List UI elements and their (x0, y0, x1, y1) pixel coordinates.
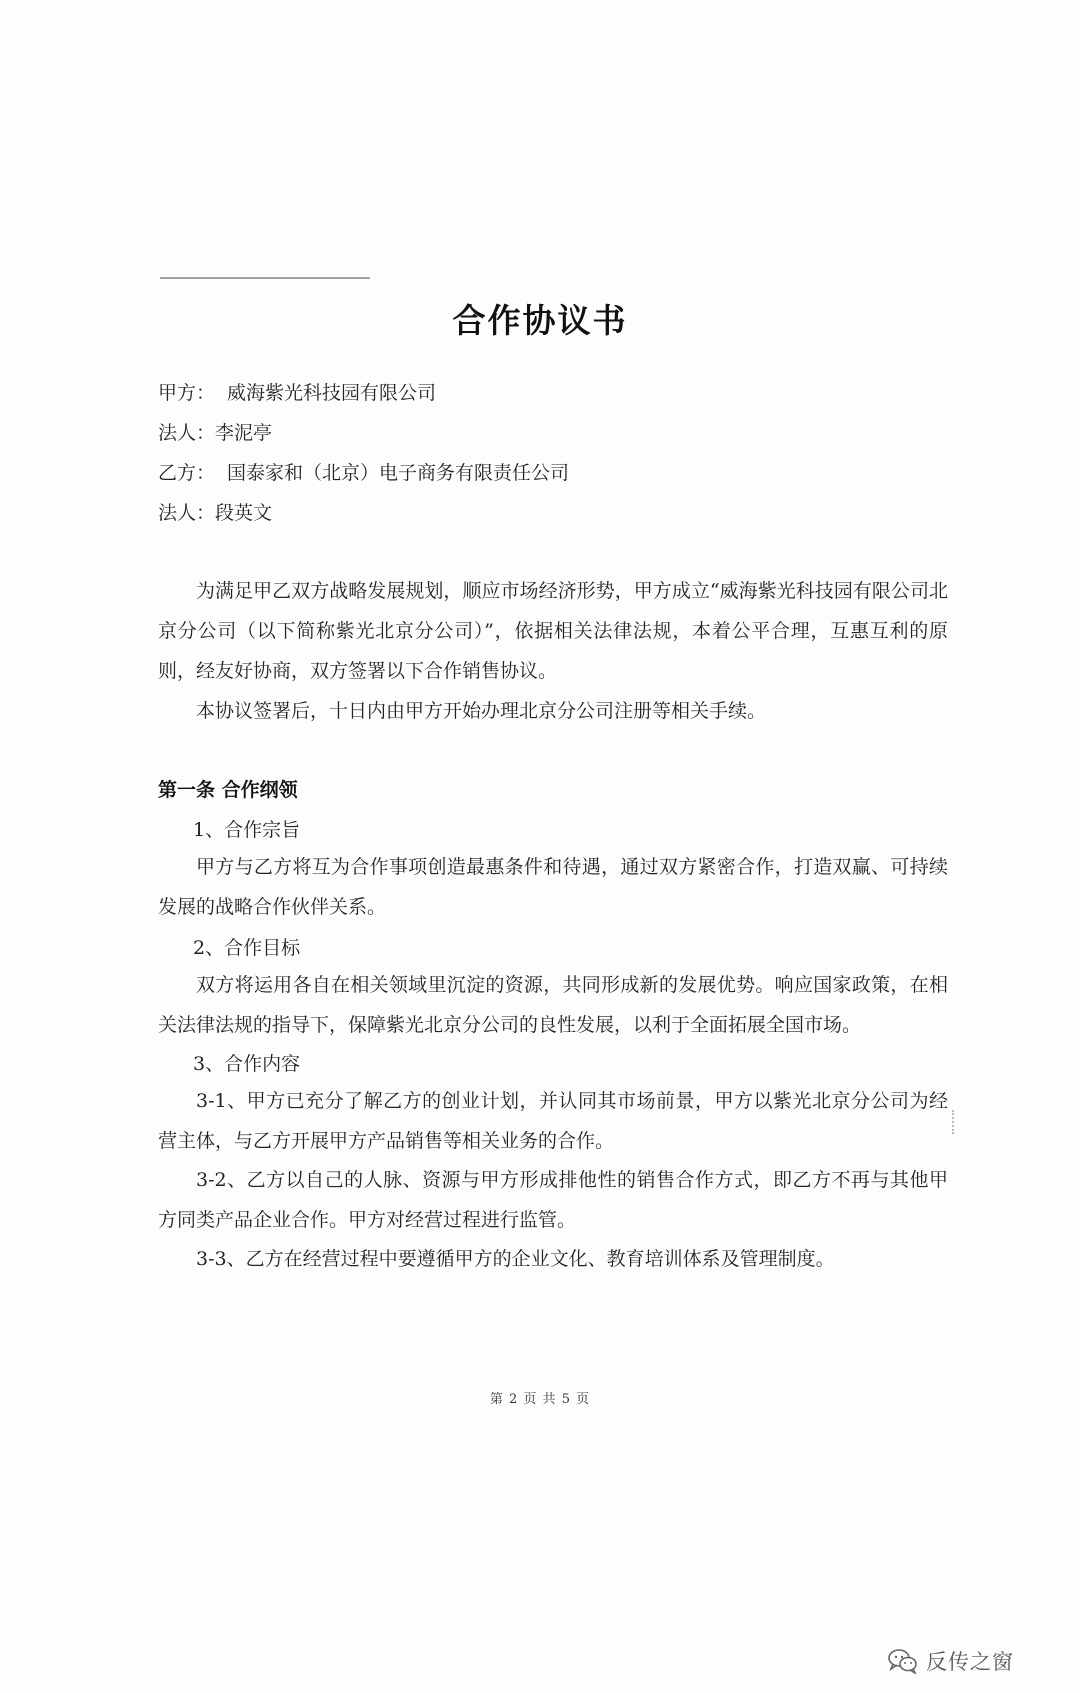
party-a-line (158, 378, 436, 405)
intro-paragraph-2: 本协议签署后，十日内由甲方开始办理北京分公司注册等相关手续。 (196, 700, 767, 722)
party-a-legal-line (158, 418, 272, 445)
wechat-icon (888, 1648, 918, 1674)
party-a-name: 威海紫光科技园有限公司 (227, 382, 437, 404)
party-a-legal-label: 法人： (158, 422, 216, 444)
item-3-1: 3-1、甲方已充分了解乙方的创业计划，并认同其市场前景，甲方以紫光北京分公司为经营主体，与乙方开展甲方产品销售等相关业务的合作。 (158, 1090, 948, 1152)
page-number: 第 2 页 共 5 页 (489, 1392, 591, 1407)
top-divider (160, 277, 370, 279)
party-b-label: 乙方： (158, 462, 216, 484)
section-1-title: 1、合作宗旨 (193, 819, 301, 841)
section-3-title: 3、合作内容 (193, 1053, 301, 1075)
watermark-text: 反传之窗 (926, 1650, 1014, 1674)
party-b-legal-label: 法人： (158, 502, 216, 524)
party-b-legal-line (158, 498, 272, 525)
section-1-text: 甲方与乙方将互为合作事项创造最惠条件和待遇，通过双方紧密合作，打造双赢、可持续发展的战略合作伙伴关系。 (158, 856, 948, 918)
article-1-heading: 第一条 合作纲领 (158, 779, 298, 801)
watermark (888, 1646, 1014, 1676)
party-a-label: 甲方： (158, 382, 216, 404)
section-2-title: 2、合作目标 (193, 937, 301, 959)
party-a-legal-name: 李泥亭 (215, 422, 273, 444)
party-b-line (158, 458, 569, 485)
page-title: 合作协议书 (452, 301, 628, 340)
item-3-3: 3-3、乙方在经营过程中要遵循甲方的企业文化、教育培训体系及管理制度。 (196, 1248, 835, 1270)
item-3-2: 3-2、乙方以自己的人脉、资源与甲方形成排他性的销售合作方式，即乙方不再与其他甲方同类产品企业合作。甲方对经营过程进行监管。 (158, 1169, 948, 1231)
scan-artifact (952, 1110, 956, 1134)
party-b-legal-name: 段英文 (215, 502, 273, 524)
party-b-name: 国泰家和（北京）电子商务有限责任公司 (227, 462, 570, 484)
section-2-text: 双方将运用各自在相关领域里沉淀的资源，共同形成新的发展优势。响应国家政策，在相关法律法规的指导下，保障紫光北京分公司的良性发展，以利于全面拓展全国市场。 (158, 974, 948, 1036)
intro-paragraph: 为满足甲乙双方战略发展规划，顺应市场经济形势，甲方成立“威海紫光科技园有限公司北京分公司（以下简称紫光北京分公司）”，依据相关法律法规，本着公平合理，互惠互利的原则，经友好协商，双方签署以下合作销售协议。 (158, 580, 948, 682)
